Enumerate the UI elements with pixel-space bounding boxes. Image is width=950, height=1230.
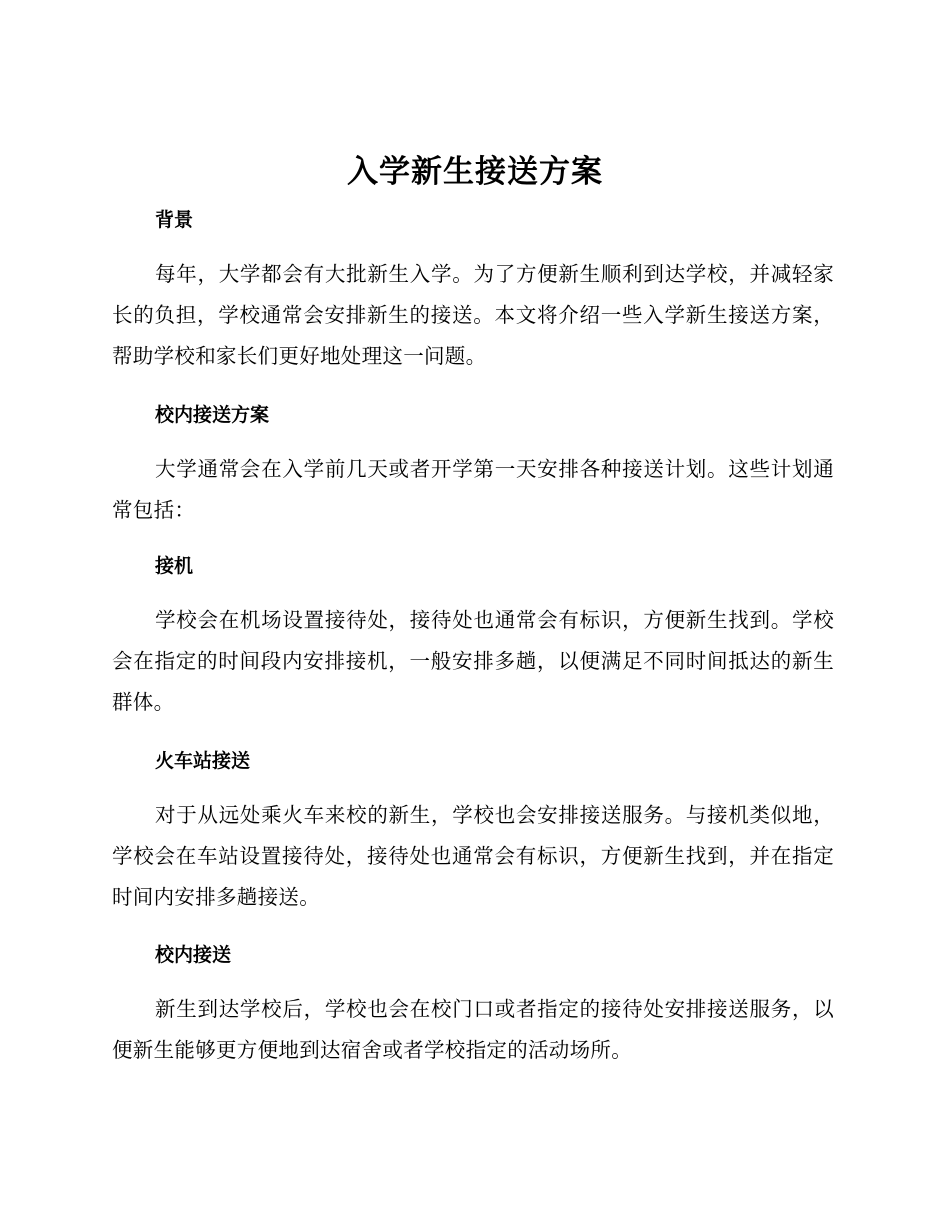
document-title: 入学新生接送方案 [347, 154, 603, 190]
section-heading-campus-plan: 校内接送方案 [155, 404, 270, 426]
section-paragraph-campus-plan: 大学通常会在入学前几天或者开学第一天安排各种接送计划。这些计划通常包括： [112, 457, 834, 522]
section-heading-train-station: 火车站接送 [155, 750, 251, 772]
section-heading-on-campus: 校内接送 [155, 944, 232, 966]
section-heading-background: 背景 [155, 209, 194, 231]
section-paragraph-on-campus: 新生到达学校后，学校也会在校门口或者指定的接待处安排接送服务，以便新生能够更方便地到达宿舍或者学校指定的活动场所。 [112, 997, 834, 1062]
section-heading-airport-pickup: 接机 [155, 555, 194, 577]
section-paragraph-airport-pickup: 学校会在机场设置接待处，接待处也通常会有标识，方便新生找到。学校会在指定的时间段内安排接机，一般安排多趟，以便满足不同时间抵达的新生群体。 [112, 608, 834, 714]
section-paragraph-background: 每年，大学都会有大批新生入学。为了方便新生顺利到达学校，并减轻家长的负担，学校通常会安排新生的接送。本文将介绍一些入学新生接送方案，帮助学校和家长们更好地处理这一问题。 [112, 262, 834, 368]
section-paragraph-train-station: 对于从远处乘火车来校的新生，学校也会安排接送服务。与接机类似地，学校会在车站设置接待处，接待处也通常会有标识，方便新生找到，并在指定时间内安排多趟接送。 [112, 803, 834, 909]
